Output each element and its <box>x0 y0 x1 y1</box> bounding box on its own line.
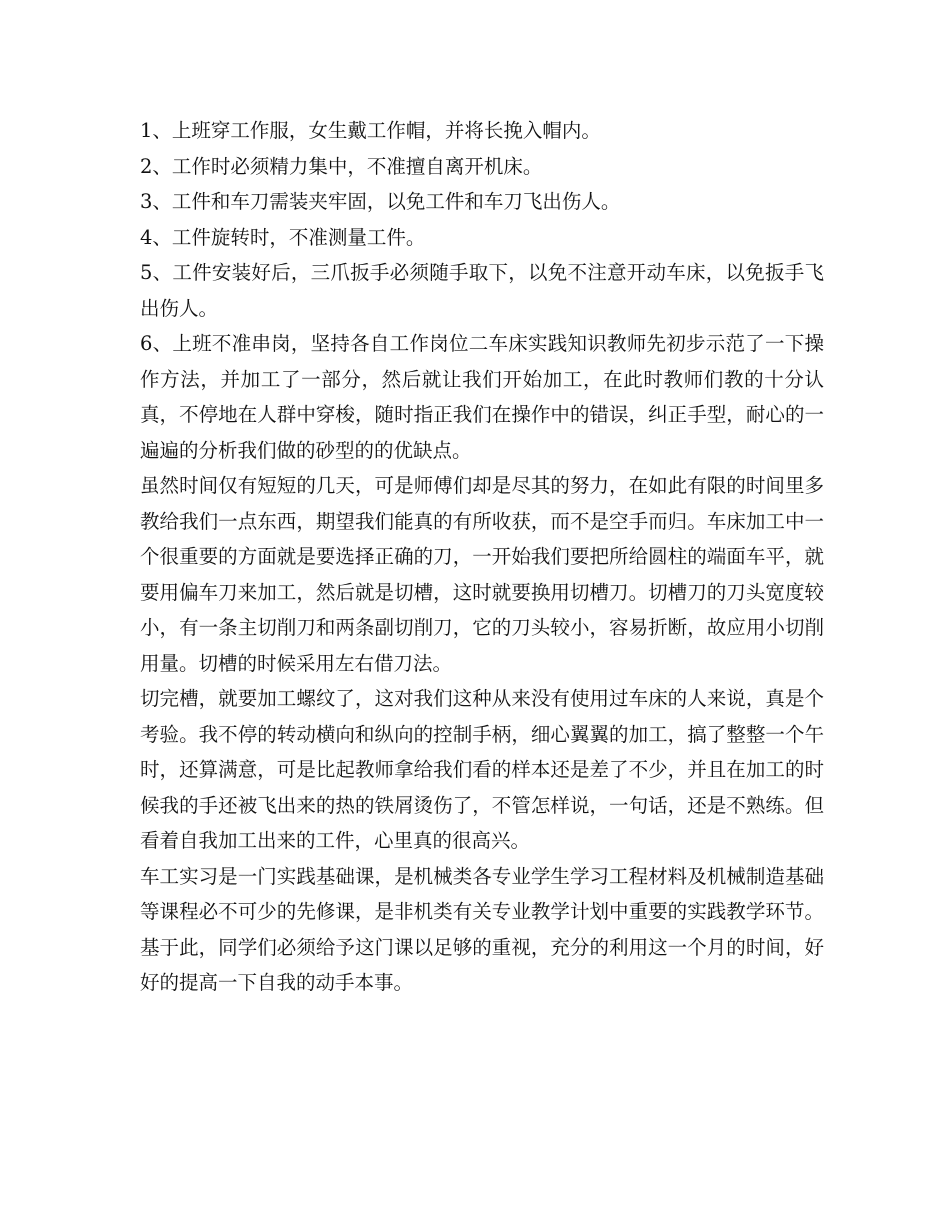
body-paragraph-conclusion: 车工实习是一门实践基础课，是机械类各专业学生学习工程材料及机械制造基础等课程必不可少的先修课，是非机类有关专业教学计划中重要的实践教学环节。基于此，同学们必须给予这门课以足够的重视，充分的利用这一个月的时间，好好的提高一下自我的动手本事。 <box>140 864 824 994</box>
document-body <box>140 113 824 1001</box>
rule-3-paragraph: 3、工件和车刀需装夹牢固，以免工件和车刀飞出伤人。 <box>140 190 621 213</box>
rule-6-paragraph: 6、上班不准串岗，坚持各自工作岗位二车床实践知识教师先初步示范了一下操作方法，并加工了一部分，然后就让我们开始加工，在此时教师们教的十分认真，不停地在人群中穿梭，随时指正我们在操作中的错误，纠正手型，耐心的一遍遍的分析我们做的砂型的的优缺点。 <box>140 332 824 462</box>
body-paragraph-threading: 切完槽，就要加工螺纹了，这对我们这种从来没有使用过车床的人来说，真是个考验。我不停的转动横向和纵向的控制手柄，细心翼翼的加工，搞了整整一个午时，还算满意，可是比起教师拿给我们看的样本还是差了不少，并且在加工的时候我的手还被飞出来的热的铁屑烫伤了，不管怎样说，一句话，还是不熟练。但看着自我加工出来的工件，心里真的很高兴。 <box>140 687 824 852</box>
body-paragraph-time: 虽然时间仅有短短的几天，可是师傅们却是尽其的努力，在如此有限的时间里多教给我们一点东西，期望我们能真的有所收获，而不是空手而归。车床加工中一个很重要的方面就是要选择正确的刀，一开始我们要把所给圆柱的端面车平，就要用偏车刀来加工，然后就是切槽，这时就要换用切槽刀。切槽刀的刀头宽度较小，有一条主切削刀和两条副切削刀，它的刀头较小，容易折断，故应用小切削用量。切槽的时候采用左右借刀法。 <box>140 474 824 675</box>
rule-1-paragraph: 1、上班穿工作服，女生戴工作帽，并将长挽入帽内。 <box>140 119 601 142</box>
rule-2-paragraph: 2、工作时必须精力集中，不准擅自离开机床。 <box>140 154 543 178</box>
rule-5-paragraph: 5、工件安装好后，三爪扳手必须随手取下，以免不注意开动车床，以免扳手飞出伤人。 <box>140 261 824 320</box>
rule-4-paragraph: 4、工件旋转时，不准测量工件。 <box>140 225 426 249</box>
